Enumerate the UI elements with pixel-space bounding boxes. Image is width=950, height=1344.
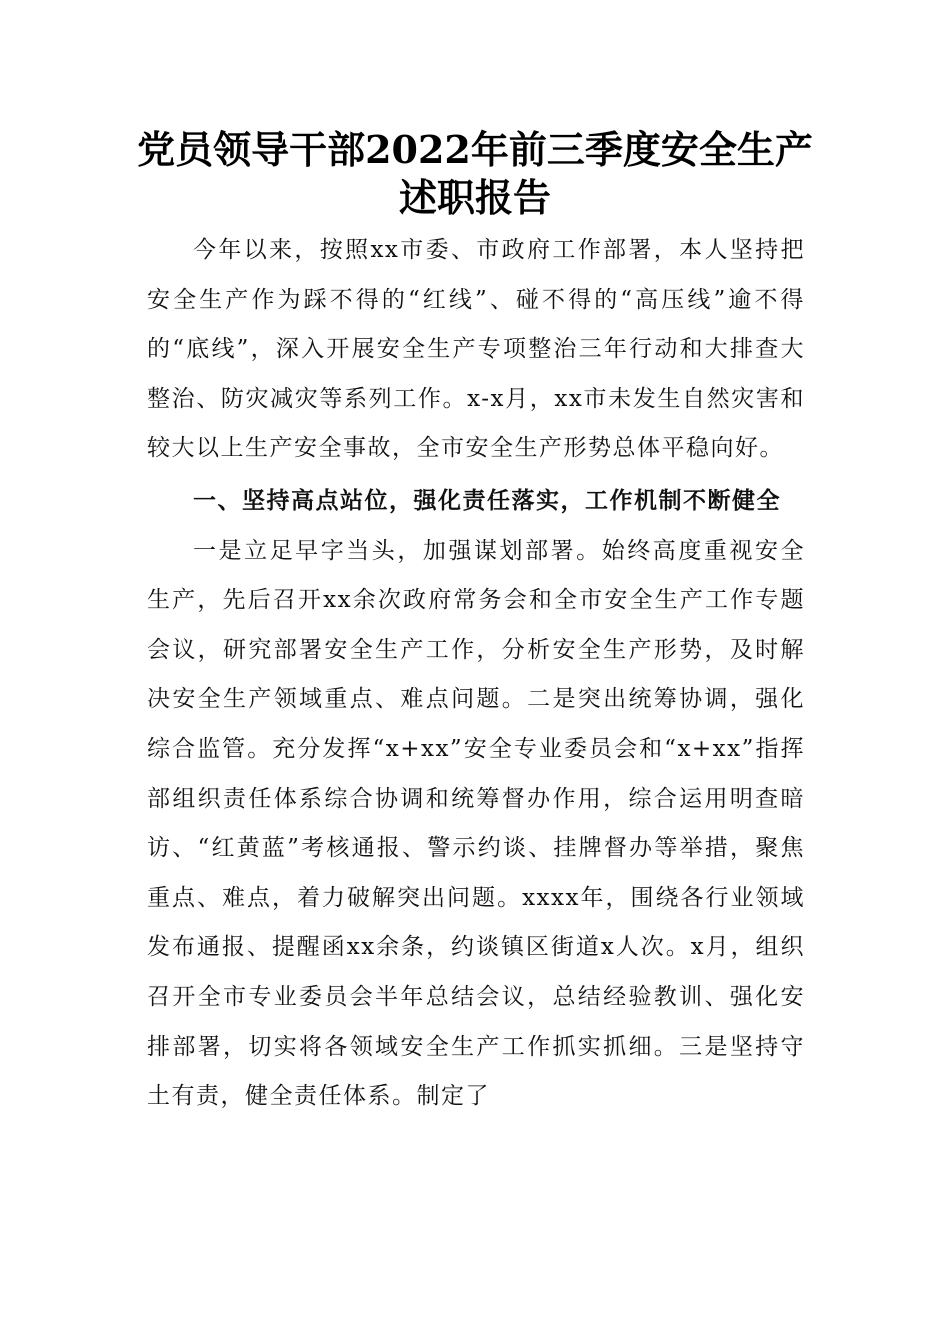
section-paragraph: 一是立足早字当头，加强谋划部署。始终高度重视安全生产，先后召开xx余次政府常务会和全市安全生产工作专题会议，研究部署安全生产工作，分析安全生产形势，及时解决安全生产领域重点、难点问题。二是突出统筹协调，强化综合监管。充分发挥“x+xx”安全专业委员会和“x+xx”指挥部组织责任体系综合协调和统筹督办作用，综合运用明查暗访、“红黄蓝”考核通报、警示约谈、挂牌督办等举措，聚焦重点、难点，着力破解突出问题。xxxx年，围绕各行业领域发布通报、提醒函xx余条，约谈镇区街道x人次。x月，组织召开全市专业委员会半年总结会议，总结经验教训、强化安排部署，切实将各领域安全生产工作抓实抓细。三是坚持守土有责，健全责任体系。制定了 <box>147 537 805 1110</box>
section-heading: 一、坚持高点站位，强化责任落实，工作机制不断健全 <box>193 487 781 514</box>
document-body <box>147 226 805 1122</box>
intro-paragraph: 今年以来，按照xx市委、市政府工作部署，本人坚持把安全生产作为踩不得的“红线”、碰不得的“高压线”逾不得的“底线”，深入开展安全生产专项整治三年行动和大排查大整治、防灾减灾等系列工作。x-x月，xx市未发生自然灾害和较大以上生产安全事故，全市安全生产形势总体平稳向好。 <box>147 237 805 462</box>
document-title: 党员领导干部2022年前三季度安全生产述职报告 <box>137 127 813 220</box>
